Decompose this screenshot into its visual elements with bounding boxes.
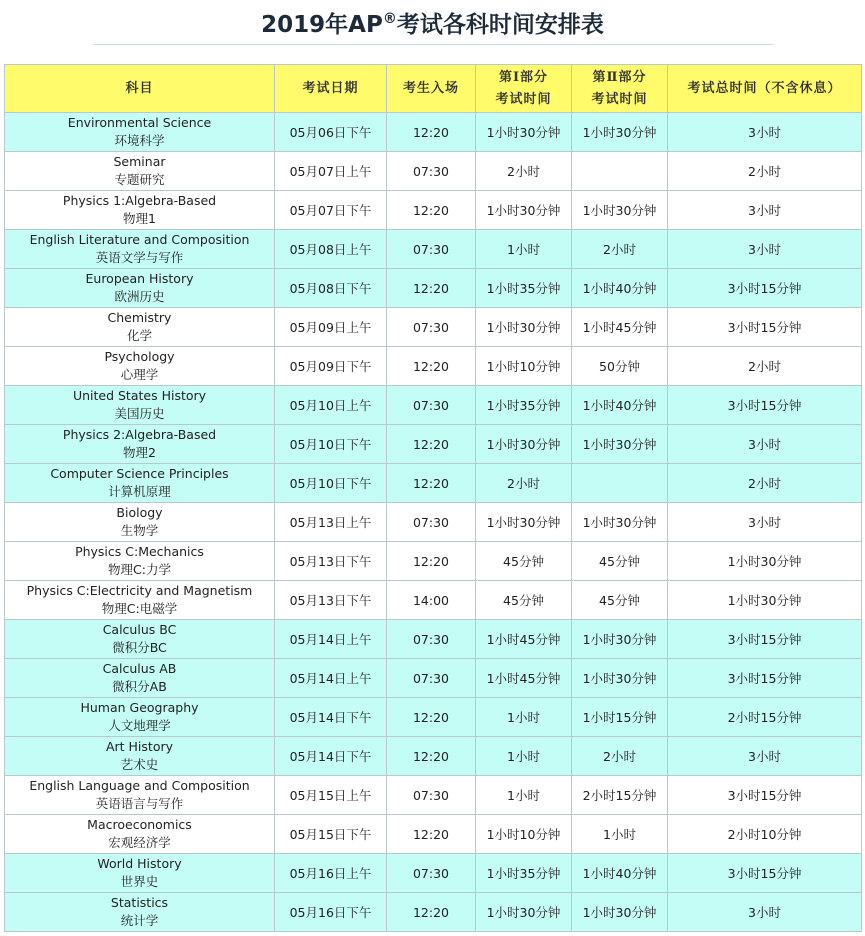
subject-english: Physics C:Electricity and Magnetism — [26, 583, 253, 598]
entry-time-cell: 12:20 — [387, 347, 476, 386]
entry-time-cell: 12:20 — [387, 893, 476, 932]
entry-time-cell: 12:20 — [387, 425, 476, 464]
total-duration-cell: 3小时15分钟 — [668, 776, 862, 815]
entry-time-cell: 12:20 — [387, 698, 476, 737]
total-duration-cell: 3小时 — [668, 191, 862, 230]
exam-date-cell: 05月07日上午 — [275, 152, 387, 191]
total-duration-cell: 1小时30分钟 — [668, 542, 862, 581]
subject-cell — [5, 854, 275, 893]
part2-duration-cell: 1小时40分钟 — [572, 854, 668, 893]
subject-english: Physics 1:Algebra-Based — [62, 193, 217, 208]
page-title — [0, 2, 865, 36]
subject-english: Chemistry — [107, 310, 172, 325]
part2-line2: 考试时间 — [591, 91, 648, 107]
table-row — [5, 191, 862, 230]
entry-time-cell: 12:20 — [387, 815, 476, 854]
part1-duration-cell: 1小时 — [476, 698, 572, 737]
part1-duration-cell: 1小时30分钟 — [476, 425, 572, 464]
subject-english: Physics 2:Algebra-Based — [62, 427, 217, 442]
subject-english: Statistics — [110, 895, 169, 910]
subject-english: Art History — [105, 739, 174, 754]
table-row — [5, 152, 862, 191]
subject-chinese: 人文地理学 — [108, 718, 171, 733]
table-row — [5, 308, 862, 347]
part2-duration-cell: 1小时30分钟 — [572, 503, 668, 542]
exam-date-cell: 05月14日下午 — [275, 698, 387, 737]
total-duration-cell: 3小时 — [668, 893, 862, 932]
subject-english: Computer Science Principles — [50, 466, 229, 481]
exam-date-cell: 05月16日下午 — [275, 893, 387, 932]
part2-duration-cell: 2小时 — [572, 230, 668, 269]
part2-duration-cell: 50分钟 — [572, 347, 668, 386]
subject-cell — [5, 776, 275, 815]
header-row — [5, 65, 862, 113]
subject-english: Human Geography — [80, 700, 199, 715]
part1-duration-cell: 2小时 — [476, 152, 572, 191]
entry-time-cell: 07:30 — [387, 386, 476, 425]
part1-duration-cell: 1小时30分钟 — [476, 503, 572, 542]
table-row — [5, 425, 862, 464]
part2-duration-cell: 1小时30分钟 — [572, 113, 668, 152]
subject-cell — [5, 308, 275, 347]
entry-time-cell: 07:30 — [387, 503, 476, 542]
total-duration-cell: 2小时15分钟 — [668, 698, 862, 737]
part2-duration-cell: 1小时30分钟 — [572, 620, 668, 659]
registered-mark: ® — [382, 11, 397, 27]
table-row — [5, 698, 862, 737]
subject-cell — [5, 581, 275, 620]
part1-duration-cell: 1小时30分钟 — [476, 893, 572, 932]
part1-duration-cell: 1小时45分钟 — [476, 659, 572, 698]
part2-duration-cell: 45分钟 — [572, 542, 668, 581]
table-row — [5, 581, 862, 620]
exam-date-cell: 05月07日下午 — [275, 191, 387, 230]
part1-duration-cell: 1小时30分钟 — [476, 113, 572, 152]
subject-cell — [5, 464, 275, 503]
table-row — [5, 542, 862, 581]
subject-english: World History — [97, 856, 182, 871]
part1-duration-cell: 45分钟 — [476, 581, 572, 620]
total-duration-cell: 2小时 — [668, 464, 862, 503]
exam-date-cell: 05月10日上午 — [275, 386, 387, 425]
exam-date-cell: 05月14日上午 — [275, 659, 387, 698]
part1-line1: 第Ⅰ部分 — [498, 69, 549, 85]
subject-english: Macroeconomics — [87, 817, 192, 832]
subject-chinese: 生物学 — [120, 523, 159, 538]
total-duration-cell: 3小时15分钟 — [668, 854, 862, 893]
part2-duration-cell: 1小时30分钟 — [572, 191, 668, 230]
col-header-total: 考试总时间（不含休息） — [668, 65, 862, 113]
subject-chinese: 计算机原理 — [108, 484, 171, 499]
subject-english: Psychology — [104, 349, 175, 364]
table-row — [5, 347, 862, 386]
subject-chinese: 统计学 — [120, 913, 159, 928]
subject-cell — [5, 659, 275, 698]
total-duration-cell: 3小时15分钟 — [668, 269, 862, 308]
total-duration-cell: 3小时 — [668, 113, 862, 152]
col-header-date: 考试日期 — [275, 65, 387, 113]
exam-date-cell: 05月13日下午 — [275, 581, 387, 620]
part2-duration-cell — [572, 152, 668, 191]
part1-duration-cell: 1小时35分钟 — [476, 386, 572, 425]
entry-time-cell: 07:30 — [387, 152, 476, 191]
part2-duration-cell: 2小时15分钟 — [572, 776, 668, 815]
entry-time-cell: 07:30 — [387, 854, 476, 893]
entry-time-cell: 07:30 — [387, 308, 476, 347]
exam-date-cell: 05月15日下午 — [275, 815, 387, 854]
subject-chinese: 世界史 — [120, 874, 159, 889]
part1-duration-cell: 1小时 — [476, 776, 572, 815]
subject-cell — [5, 230, 275, 269]
entry-time-cell: 14:00 — [387, 581, 476, 620]
subject-chinese: 物理C:力学 — [108, 562, 171, 577]
part2-duration-cell: 1小时30分钟 — [572, 425, 668, 464]
total-duration-cell: 3小时15分钟 — [668, 620, 862, 659]
entry-time-cell: 07:30 — [387, 776, 476, 815]
table-row — [5, 386, 862, 425]
subject-english: Biology — [116, 505, 163, 520]
subject-english: United States History — [72, 388, 207, 403]
subject-english: Calculus AB — [102, 661, 177, 676]
subject-chinese: 艺术史 — [120, 757, 159, 772]
part1-line2: 考试时间 — [495, 91, 552, 107]
table-row — [5, 269, 862, 308]
subject-chinese: 欧洲历史 — [114, 289, 165, 304]
subject-cell — [5, 152, 275, 191]
subject-cell — [5, 542, 275, 581]
exam-date-cell: 05月06日下午 — [275, 113, 387, 152]
exam-date-cell: 05月14日上午 — [275, 620, 387, 659]
total-duration-cell: 3小时 — [668, 230, 862, 269]
total-duration-cell: 3小时15分钟 — [668, 386, 862, 425]
subject-chinese: 心理学 — [120, 367, 159, 382]
part2-duration-cell: 1小时45分钟 — [572, 308, 668, 347]
part2-line1: 第Ⅱ部分 — [592, 69, 647, 85]
subject-cell — [5, 737, 275, 776]
subject-chinese: 美国历史 — [114, 406, 165, 421]
entry-time-cell: 12:20 — [387, 542, 476, 581]
part2-duration-cell: 1小时15分钟 — [572, 698, 668, 737]
subject-cell — [5, 386, 275, 425]
part2-duration-cell: 1小时30分钟 — [572, 893, 668, 932]
subject-cell — [5, 191, 275, 230]
table-row — [5, 893, 862, 932]
exam-date-cell: 05月13日下午 — [275, 542, 387, 581]
subject-chinese: 宏观经济学 — [108, 835, 171, 850]
total-duration-cell: 2小时 — [668, 347, 862, 386]
part2-duration-cell: 45分钟 — [572, 581, 668, 620]
part1-duration-cell: 1小时45分钟 — [476, 620, 572, 659]
subject-english: Physics C:Mechanics — [75, 544, 204, 559]
subject-chinese: 物理C:电磁学 — [101, 601, 178, 616]
exam-date-cell: 05月08日下午 — [275, 269, 387, 308]
entry-time-cell: 12:20 — [387, 269, 476, 308]
part2-duration-cell: 2小时 — [572, 737, 668, 776]
exam-date-cell: 05月09日上午 — [275, 308, 387, 347]
subject-cell — [5, 503, 275, 542]
col-header-part1 — [476, 65, 572, 113]
total-duration-cell: 2小时 — [668, 152, 862, 191]
subject-chinese: 微积分AB — [112, 679, 167, 694]
entry-time-cell: 12:20 — [387, 113, 476, 152]
col-header-subject: 科目 — [5, 65, 275, 113]
title-rest: 考试各科时间安排表 — [396, 12, 604, 38]
subject-cell — [5, 347, 275, 386]
subject-chinese: 物理1 — [123, 211, 156, 226]
subject-english: Environmental Science — [67, 115, 212, 130]
part1-duration-cell: 45分钟 — [476, 542, 572, 581]
subject-english: European History — [85, 271, 194, 286]
subject-english: English Language and Composition — [29, 778, 250, 793]
entry-time-cell: 12:20 — [387, 464, 476, 503]
table-row — [5, 737, 862, 776]
subject-cell — [5, 893, 275, 932]
subject-english: Seminar — [113, 154, 166, 169]
part2-duration-cell — [572, 464, 668, 503]
col-header-part2 — [572, 65, 668, 113]
col-header-entry: 考生入场 — [387, 65, 476, 113]
subject-chinese: 化学 — [126, 328, 152, 343]
subject-chinese: 专题研究 — [114, 172, 165, 187]
total-duration-cell: 3小时15分钟 — [668, 308, 862, 347]
part1-duration-cell: 1小时 — [476, 230, 572, 269]
part2-duration-cell: 1小时40分钟 — [572, 386, 668, 425]
subject-cell — [5, 815, 275, 854]
exam-date-cell: 05月10日下午 — [275, 425, 387, 464]
total-duration-cell: 3小时 — [668, 425, 862, 464]
exam-date-cell: 05月08日上午 — [275, 230, 387, 269]
subject-cell — [5, 425, 275, 464]
entry-time-cell: 12:20 — [387, 737, 476, 776]
table-row — [5, 620, 862, 659]
part1-duration-cell: 1小时35分钟 — [476, 854, 572, 893]
exam-date-cell: 05月13日上午 — [275, 503, 387, 542]
title-main: 2019年AP — [261, 12, 383, 38]
subject-english: Calculus BC — [102, 622, 177, 637]
subject-english: English Literature and Composition — [29, 232, 250, 247]
subject-cell — [5, 269, 275, 308]
part1-duration-cell: 1小时35分钟 — [476, 269, 572, 308]
table-row — [5, 503, 862, 542]
exam-date-cell: 05月10日下午 — [275, 464, 387, 503]
exam-schedule-table — [4, 64, 862, 932]
part2-duration-cell: 1小时30分钟 — [572, 659, 668, 698]
exam-date-cell: 05月14日下午 — [275, 737, 387, 776]
table-row — [5, 815, 862, 854]
entry-time-cell: 07:30 — [387, 620, 476, 659]
table-row — [5, 230, 862, 269]
exam-date-cell: 05月09日下午 — [275, 347, 387, 386]
table-row — [5, 776, 862, 815]
part1-duration-cell: 1小时10分钟 — [476, 815, 572, 854]
entry-time-cell: 07:30 — [387, 230, 476, 269]
subject-chinese: 物理2 — [123, 445, 156, 460]
table-row — [5, 854, 862, 893]
part2-duration-cell: 1小时40分钟 — [572, 269, 668, 308]
total-duration-cell: 3小时 — [668, 503, 862, 542]
entry-time-cell: 12:20 — [387, 191, 476, 230]
part1-duration-cell: 2小时 — [476, 464, 572, 503]
total-duration-cell: 2小时10分钟 — [668, 815, 862, 854]
part1-duration-cell: 1小时30分钟 — [476, 308, 572, 347]
subject-cell — [5, 620, 275, 659]
total-duration-cell: 3小时 — [668, 737, 862, 776]
total-duration-cell: 3小时15分钟 — [668, 659, 862, 698]
table-row — [5, 113, 862, 152]
part1-duration-cell: 1小时 — [476, 737, 572, 776]
subject-cell — [5, 113, 275, 152]
part1-duration-cell: 1小时10分钟 — [476, 347, 572, 386]
table-row — [5, 659, 862, 698]
total-duration-cell: 1小时30分钟 — [668, 581, 862, 620]
part2-duration-cell: 1小时 — [572, 815, 668, 854]
subject-cell — [5, 698, 275, 737]
table-row — [5, 464, 862, 503]
exam-date-cell: 05月16日上午 — [275, 854, 387, 893]
subject-chinese: 英语文学与写作 — [95, 250, 184, 265]
subject-chinese: 环境科学 — [114, 133, 165, 148]
exam-date-cell: 05月15日上午 — [275, 776, 387, 815]
subject-chinese: 英语语言与写作 — [95, 796, 184, 811]
title-divider — [93, 44, 773, 45]
subject-chinese: 微积分BC — [112, 640, 167, 655]
entry-time-cell: 07:30 — [387, 659, 476, 698]
part1-duration-cell: 1小时30分钟 — [476, 191, 572, 230]
